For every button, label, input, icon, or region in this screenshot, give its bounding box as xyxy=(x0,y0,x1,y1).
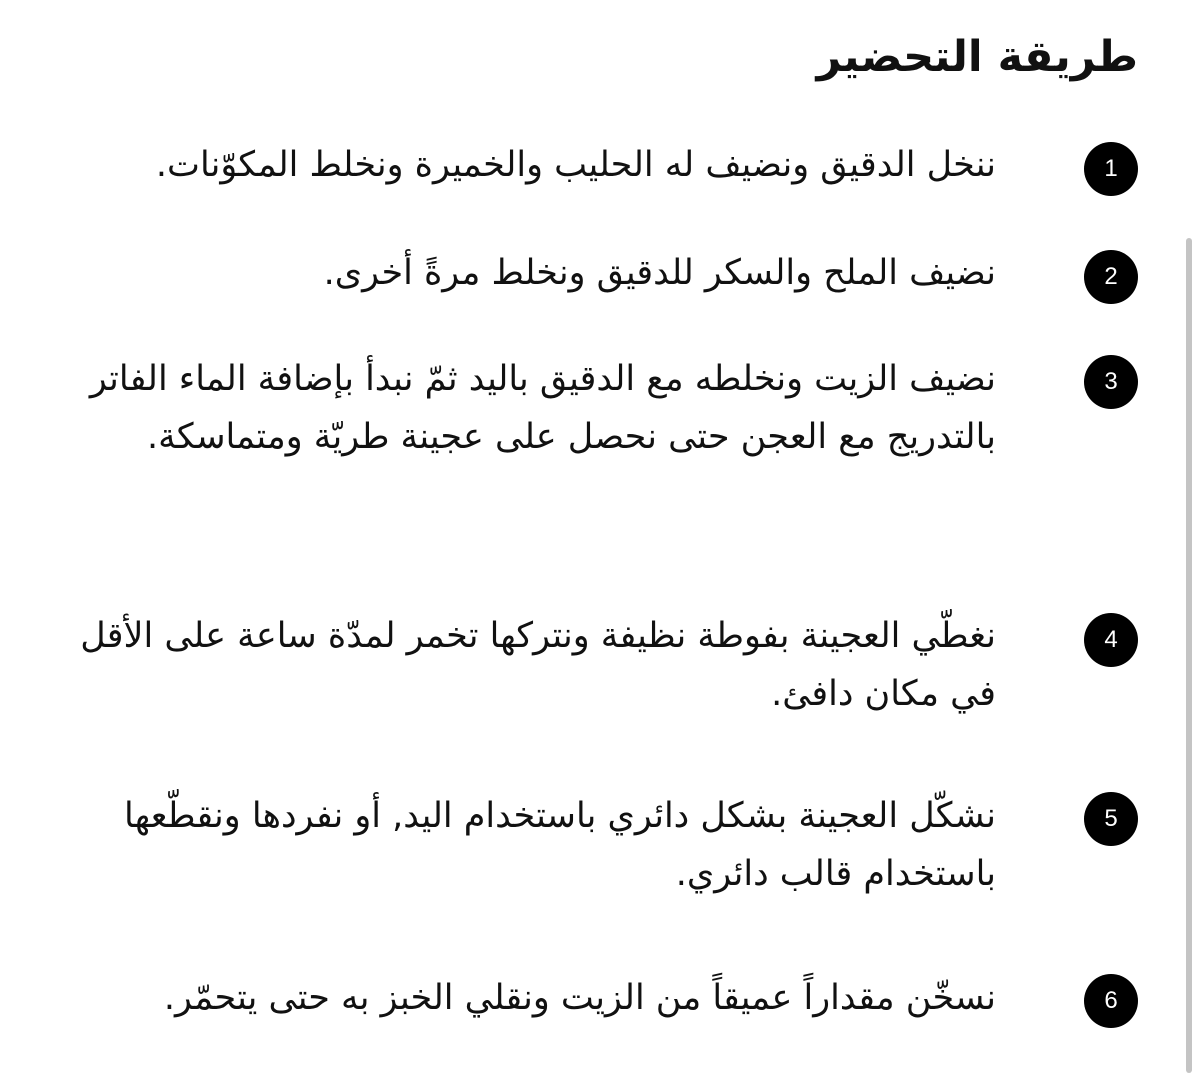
step-text: نضيف الملح والسكر للدقيق ونخلط مرةً أخرى. xyxy=(323,253,996,293)
step-number-badge: 5 xyxy=(1084,792,1138,846)
step-text: نضيف الزيت ونخلطه مع الدقيق باليد ثمّ نبدأ بإضافة الماء الفاتر بالتدريج مع العجن حتى نحصل على عجينة طريّة ومتماسكة. xyxy=(89,359,996,457)
step-text: نشكّل العجينة بشكل دائري باستخدام اليد, أو نفردها ونقطّعها باستخدام قالب دائري. xyxy=(123,796,996,894)
step-text: نسخّن مقداراً عميقاً من الزيت ونقلي الخبز به حتى يتحمّر. xyxy=(163,978,996,1018)
step-number-badge: 6 xyxy=(1084,974,1138,1028)
step-text: نغطّي العجينة بفوطة نظيفة ونتركها تخمر لمدّة ساعة على الأقل في مكان دافئ. xyxy=(80,616,996,714)
step-text: ننخل الدقيق ونضيف له الحليب والخميرة ونخلط المكوّنات. xyxy=(155,145,996,185)
step-number-badge: 2 xyxy=(1084,250,1138,304)
section-title: طريقة التحضير xyxy=(816,32,1138,82)
step-number-badge: 1 xyxy=(1084,142,1138,196)
step-number-badge: 3 xyxy=(1084,355,1138,409)
vertical-scrollbar[interactable] xyxy=(1186,238,1192,1073)
step-number-badge: 4 xyxy=(1084,613,1138,667)
